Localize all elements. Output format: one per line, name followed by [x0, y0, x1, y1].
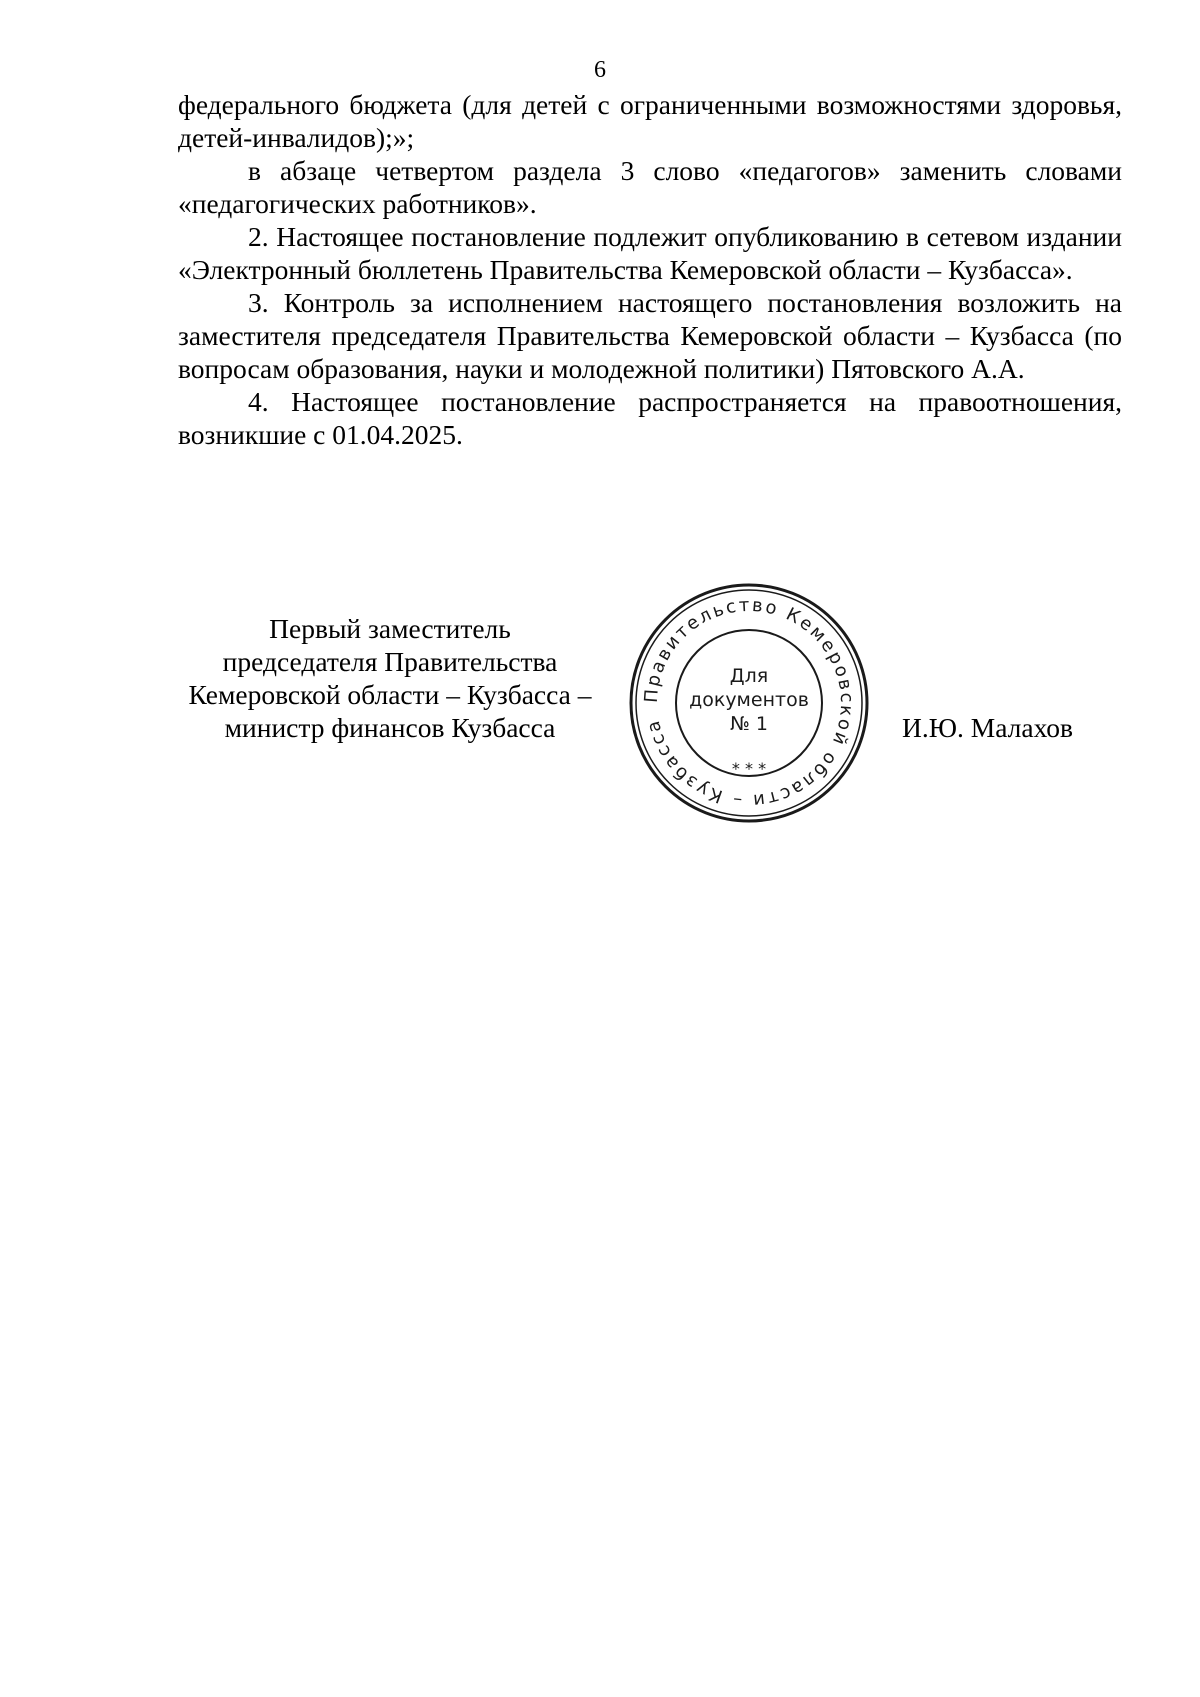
paragraph-1: федерального бюджета (для детей с ограниченными возможностями здоровья, детей-инвалидов);»; [178, 89, 1122, 153]
seal-center-line: № 1 [730, 713, 768, 735]
paragraph-2: в абзаце четвертом раздела 3 слово «педагогов» заменить словами «педагогических работников». [178, 155, 1122, 219]
signatory-name: И.Ю. Малахов [902, 712, 1074, 743]
seal-stars: * * * [731, 759, 767, 778]
seal-center-line: документов [689, 689, 809, 711]
signatory-position-line: министр финансов Кузбасса [224, 712, 556, 743]
signatory-position [170, 612, 610, 744]
document-body [178, 88, 1122, 451]
page-number: 6 [594, 57, 606, 83]
official-seal [627, 581, 871, 825]
signatory-position-line: Первый заместитель [269, 613, 511, 644]
seal-ring-text: Правительство Кемеровской области – Кузбасса [640, 594, 858, 812]
signatory-position-line: Кемеровской области – Кузбасса – [188, 679, 592, 710]
paragraph-3: 2. Настоящее постановление подлежит опубликованию в сетевом издании «Электронный бюллетень Правительства Кемеровской области – Кузбасса». [178, 221, 1122, 285]
seal-center-line: Для [729, 665, 769, 687]
paragraph-5: 4. Настоящее постановление распространяется на правоотношения, возникшие с 01.04.2025. [178, 386, 1122, 450]
signatory-position-line: председателя Правительства [222, 646, 558, 677]
paragraph-4: 3. Контроль за исполнением настоящего постановления возложить на заместителя председателя Правительства Кемеровской области – Кузбасса (по вопросам образования, науки и молодежной политики) Пятовского А.А. [178, 287, 1122, 384]
seal-stamp [627, 581, 871, 825]
